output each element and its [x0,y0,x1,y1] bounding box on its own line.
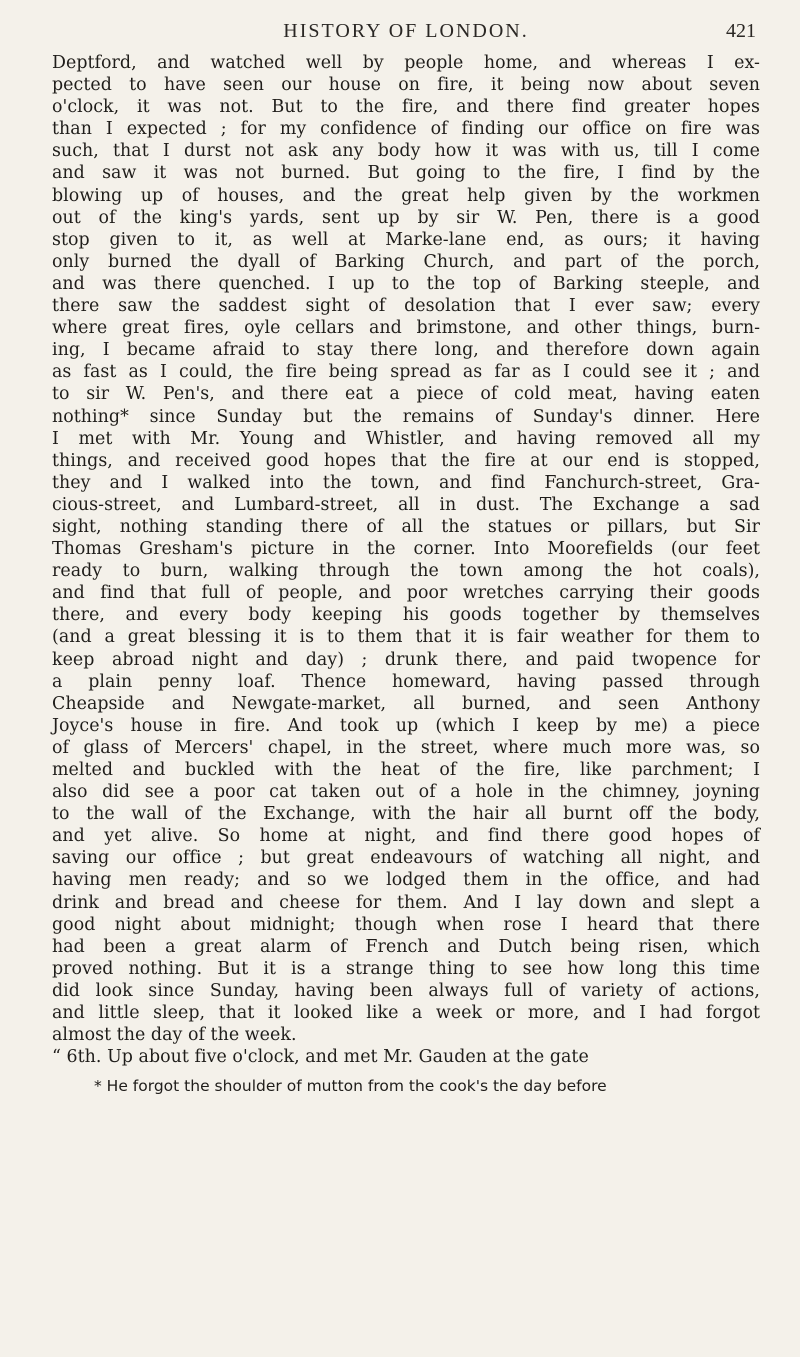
text-line: Deptford, and watched well by people home, and whereas I ex- [52,53,760,73]
text-line: cious-street, and Lumbard-street, all in dust. The Exchange a sad [52,494,760,515]
text-line: almost the day of the week. [52,1025,297,1046]
text-line: where great fires, oyle cellars and brimstone, and other things, burn- [52,318,760,339]
text-line: they and I walked into the town, and find Fanchurch-street, Gra- [52,472,760,493]
text-line: and little sleep, that it looked like a week or more, and I had forgot [52,1003,760,1024]
text-line: to the wall of the Exchange, with the hair all burnt off the body, [52,804,760,825]
text-line: there saw the saddest sight of desolation that I ever saw; every [52,296,760,317]
running-head [52,20,760,50]
text-line: out of the king's yards, sent up by sir W. Pen, there is a good [52,207,760,228]
text-line: and yet alive. So home at night, and find there good hopes of [52,826,760,847]
text-line: also did see a poor cat taken out of a hole in the chimney, joyning [52,782,760,803]
text-line: sight, nothing standing there of all the statues or pillars, but Sir [52,516,760,537]
text-line: drink and bread and cheese for them. And I lay down and slept a [52,892,760,913]
text-line: Cheapside and Newgate-market, all burned, and seen Anthony [52,693,760,714]
text-line: as fast as I could, the fire being spread as far as I could see it ; and [52,362,760,383]
text-line: and find that full of people, and poor wretches carrying their goods [52,583,760,604]
text-line: I met with Mr. Young and Whistler, and having removed all my [52,428,760,449]
text-line: good night about midnight; though when rose I heard that there [52,914,760,935]
text-line: and saw it was not burned. But going to the fire, I find by the [52,163,760,184]
text-line: to sir W. Pen's, and there eat a piece of cold meat, having eaten [52,384,760,405]
text-line: pected to have seen our house on fire, it being now about seven [52,75,760,96]
text-line: had been a great alarm of French and Dutch being risen, which [52,936,760,957]
text-line: only burned the dyall of Barking Church, and part of the porch, [52,251,760,272]
text-line: “ 6th. Up about five o'clock, and met Mr. Gauden at the gate [52,1047,589,1068]
text-line: Joyce's house in fire. And took up (which I keep by me) a piece [52,715,760,736]
text-line: keep abroad night and day) ; drunk there, and paid twopence for [52,649,760,670]
text-line: saving our office ; but great endeavours of watching all night, and [52,848,760,869]
text-line: such, that I durst not ask any body how it was with us, till I come [52,141,760,162]
body-text [52,52,760,1068]
page-number: 421 [726,20,756,42]
footnote: * He forgot the shoulder of mutton from the cook's the day before [94,1077,607,1096]
text-line: o'clock, it was not. But to the fire, and there find greater hopes [52,97,760,118]
text-line: melted and buckled with the heat of the fire, like parchment; I [52,760,760,780]
running-title: HISTORY OF LONDON. [283,20,529,42]
text-line: a plain penny loaf. Thence homeward, having passed through [52,671,760,692]
text-line: of glass of Mercers' chapel, in the street, where much more was, so [52,737,760,758]
text-line: ing, I became afraid to stay there long, and therefore down again [52,340,760,361]
text-line: nothing* since Sunday but the remains of Sunday's dinner. Here [52,406,760,427]
text-line: proved nothing. But it is a strange thing to see how long this time [52,958,760,979]
text-line: blowing up of houses, and the great help given by the workmen [52,185,760,206]
text-line: things, and received good hopes that the fire at our end is stopped, [52,450,760,471]
text-line: and was there quenched. I up to the top of Barking steeple, and [52,273,760,294]
text-line: (and a great blessing it is to them that it is fair weather for them to [52,627,760,648]
text-line: there, and every body keeping his goods together by themselves [52,605,760,626]
text-line: Thomas Gresham's picture in the corner. Into Moorefields (our feet [52,539,760,560]
text-line: than I expected ; for my confidence of finding our office on fire was [52,119,760,140]
text-line: having men ready; and so we lodged them in the office, and had [52,870,760,891]
text-line: did look since Sunday, having been always full of variety of actions, [52,980,760,1001]
text-line: ready to burn, walking through the town among the hot coals), [52,561,760,582]
text-line: stop given to it, as well at Marke-lane end, as ours; it having [52,229,760,250]
